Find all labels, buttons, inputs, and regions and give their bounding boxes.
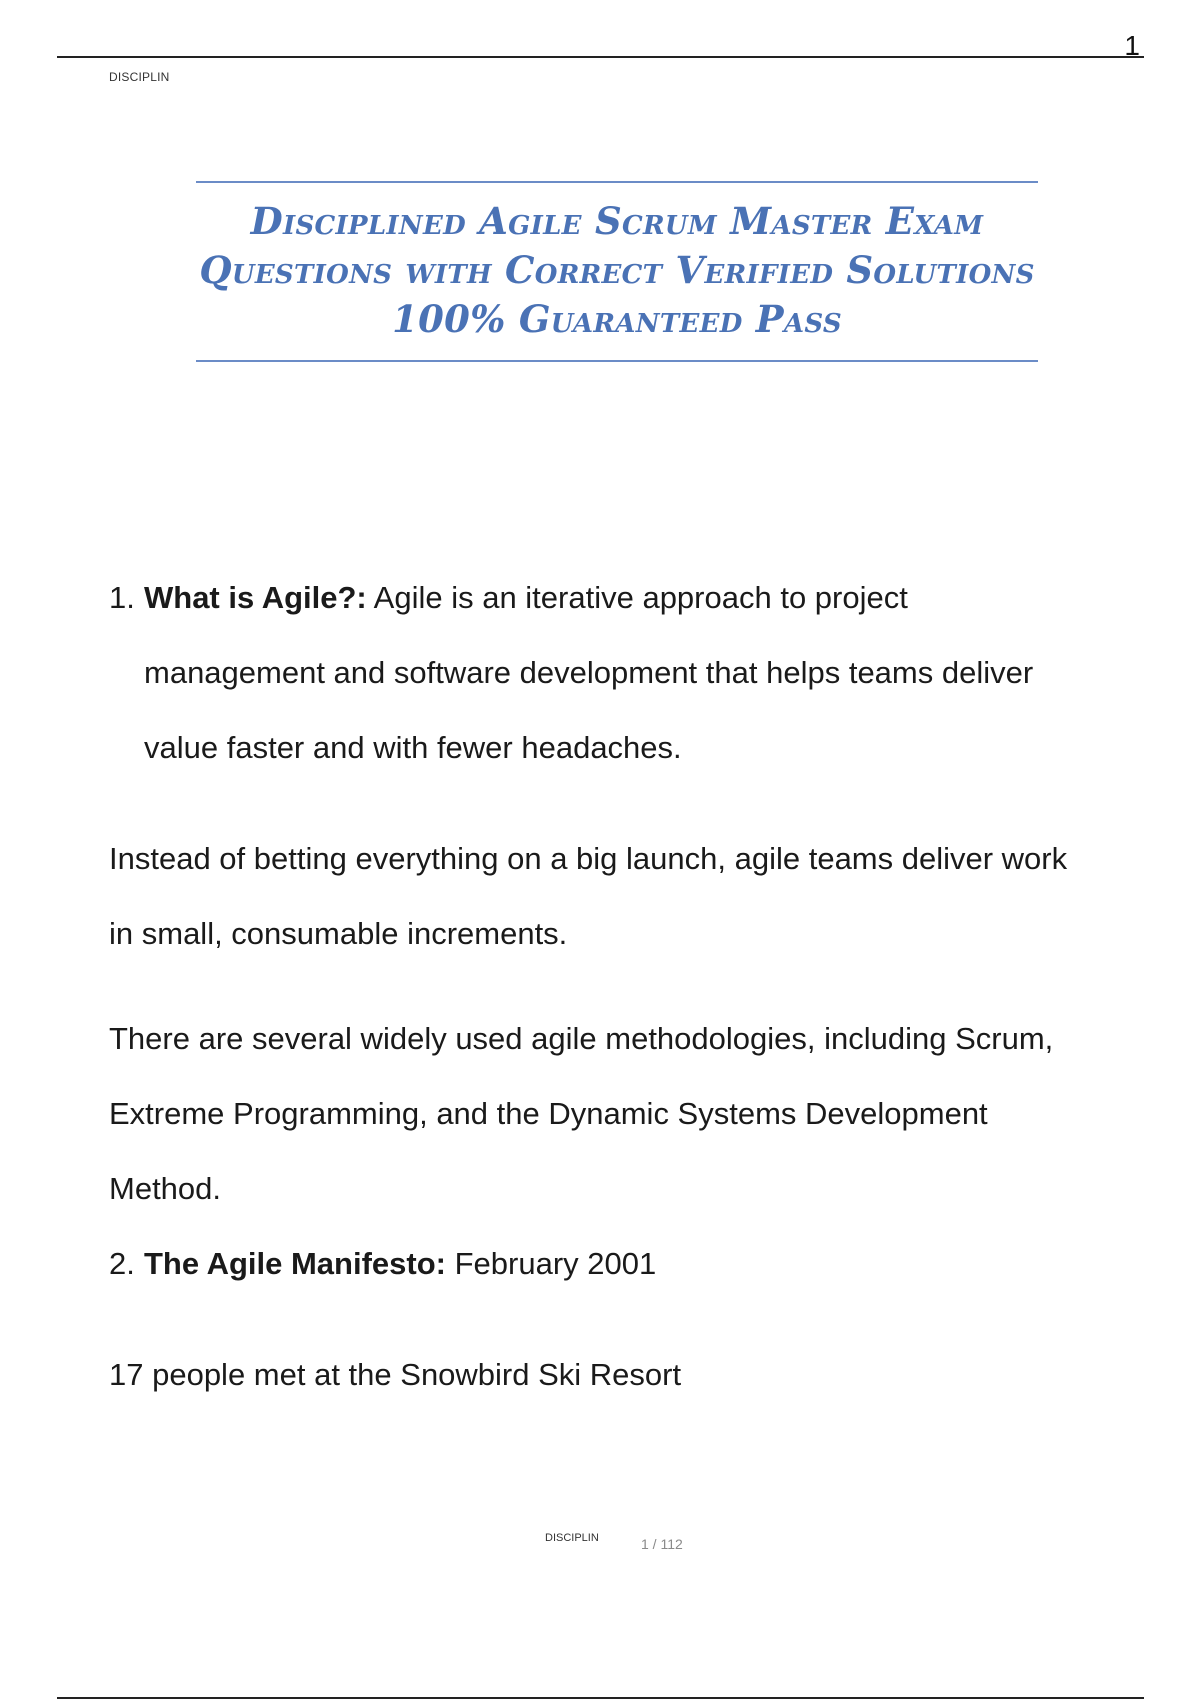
paragraph-line: in small, consumable increments.	[109, 916, 568, 951]
paragraph-line: 17 people met at the Snowbird Ski Resort	[109, 1357, 682, 1392]
answer-text: February 2001	[445, 1246, 657, 1281]
footer-label: DISCIPLIN	[545, 1532, 599, 1544]
document-body	[109, 560, 1119, 1412]
question-number: 2.	[109, 1246, 135, 1281]
header-rule	[57, 56, 1144, 58]
title-block	[196, 181, 1038, 362]
paragraph-line: Extreme Programming, and the Dynamic Systems Development	[109, 1096, 988, 1131]
title-top-rule	[196, 181, 1038, 183]
title-line-1: Disciplined Agile Scrum Master Exam	[250, 199, 984, 243]
question-line	[144, 1226, 1119, 1301]
answer-text: management and software development that helps teams deliver	[144, 655, 1034, 690]
title-bottom-rule	[196, 360, 1038, 362]
title-line-2: Questions with Correct Verified Solutions	[199, 248, 1035, 292]
paragraph-line: Instead of betting everything on a big launch, agile teams deliver work	[109, 841, 1068, 876]
page-number: 1	[1124, 30, 1140, 61]
paragraph	[109, 1337, 1119, 1412]
answer-text: value faster and with fewer headaches.	[144, 730, 682, 765]
question-term: What is Agile?:	[144, 580, 367, 615]
question-line	[144, 560, 1119, 635]
paragraph	[109, 821, 1119, 971]
question-1	[109, 560, 1119, 785]
document-title	[196, 197, 1038, 344]
question-2	[109, 1226, 1119, 1301]
title-line-3: 100% Guaranteed Pass	[392, 297, 842, 341]
bottom-rule	[57, 1697, 1144, 1699]
question-term: The Agile Manifesto:	[144, 1246, 446, 1281]
page-counter: 1 / 112	[641, 1536, 683, 1552]
paragraph-line: Method.	[109, 1171, 222, 1206]
paragraph	[109, 1001, 1119, 1226]
paragraph-line: There are several widely used agile methodologies, including Scrum,	[109, 1021, 1054, 1056]
question-number: 1.	[109, 580, 135, 615]
answer-text: Agile is an iterative approach to project	[366, 580, 908, 615]
running-head: DISCIPLIN	[109, 70, 170, 84]
